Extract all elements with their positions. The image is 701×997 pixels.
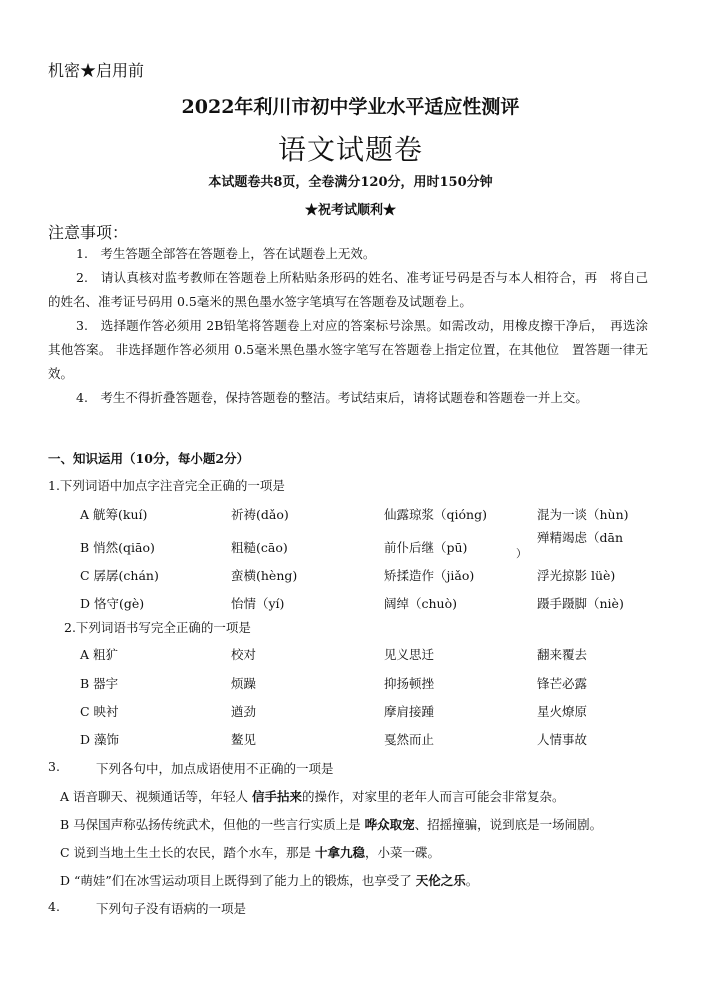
notice-heading: 注意事项：	[48, 223, 129, 242]
q2-option: C 映衬	[80, 704, 119, 719]
q2-option: 见义思迁	[384, 647, 435, 662]
q2-option: B 器宇	[80, 676, 119, 691]
q1-option: 怡情（yí)	[231, 596, 285, 611]
notice-item-3: 3. 选择题作答必须用 2B铅笔将答题卷上对应的答案标号涂黑。如需改动，用橡皮擦干净后， 再选涂其他答案。 非选择题作答必须用 0.5毫米黑色墨水签字笔写在答题卷上指定位置，在其他位 置答题一律无效。	[48, 318, 648, 381]
question-4-stem: 下列句子没有语病的一项是	[96, 901, 247, 916]
q3-option-d	[60, 871, 478, 889]
q2-option: 翻来覆去	[537, 647, 588, 662]
q3-idiom: 十拿九稳	[315, 845, 366, 860]
q3-option-text: B 马保国声称弘扬传统武术，但他的一些言行实质上是	[60, 817, 365, 832]
q1-option: 蛮横(hèng)	[231, 568, 298, 583]
q2-option: 鳌见	[231, 732, 257, 747]
q2-option: 摩肩接踵	[384, 704, 435, 719]
q1-option: 矫揉造作（jiǎo)	[384, 568, 475, 583]
q1-option: 殚精竭虑（dān	[537, 530, 624, 545]
q2-option: A 粗犷	[80, 647, 119, 662]
q1-option: 粗糙(cāo)	[231, 540, 288, 555]
exam-title: 2022年利川市初中学业水平适应性测评	[181, 96, 520, 118]
q2-option: 烦躁	[231, 676, 257, 691]
q3-option-a	[60, 787, 565, 805]
q3-option-text: ，小菜一碟。	[365, 845, 441, 860]
q1-option: 仙露琼浆（qióng)	[384, 507, 487, 522]
notice-item-4: 4. 考生不得折叠答题卷，保持答题卷的整洁。考试结束后，请将试题卷和答题卷一并上交。	[76, 390, 588, 405]
q2-option: 锋芒必露	[537, 676, 588, 691]
q1-option: 祈祷(dǎo)	[231, 507, 289, 522]
q3-option-b	[60, 815, 602, 833]
q1-option: B 悄然(qiāo)	[80, 540, 155, 555]
q2-option: 校对	[231, 647, 257, 662]
question-3-stem: 下列各句中，加点成语使用不正确的一项是	[96, 761, 334, 776]
q1-option: 浮光掠影 lüè)	[537, 568, 616, 583]
question-1-stem: 1.下列词语中加点字注音完全正确的一项是	[48, 478, 285, 493]
q3-option-text: 的操作，对家里的老年人而言可能会非常复杂。	[302, 789, 565, 804]
q1-option: 前仆后继（pū)	[384, 540, 468, 555]
q3-option-text: D “萌娃”们在冰雪运动项目上既得到了能力上的锻炼，也享受了	[60, 873, 416, 888]
q1-option: A 觥筹(kuí)	[80, 507, 148, 522]
q1-option: 蹑手蹑脚（niè)	[537, 596, 624, 611]
stray-bracket: ）	[516, 547, 527, 560]
q3-idiom: 哗众取宠	[364, 817, 415, 832]
notice-item-1: 1. 考生答题全部答在答题卷上，答在试题卷上无效。	[76, 246, 376, 261]
notice-item-2: 2. 请认真核对监考教师在答题卷上所粘贴条形码的姓名、准考证号码是否与本人相符合，再 将自己的姓名、准考证号码用 0.5毫米的黑色墨水签字笔填写在答题卷及试题卷上。	[48, 270, 648, 309]
subject-title: 语文试题卷	[277, 133, 423, 166]
q3-option-text: 。	[465, 873, 479, 888]
question-2-stem: 2.下列词语书写完全正确的一项是	[64, 620, 251, 635]
q3-option-text: 、招摇撞骗，说到底是一场闹剧。	[414, 817, 603, 832]
q3-option-text: A 语音聊天、视频通话等，年轻人	[60, 789, 252, 804]
q1-option: D 恪守(gè)	[80, 596, 145, 611]
q1-option: 阔绰（chuò)	[384, 596, 458, 611]
confidential-label: 机密★启用前	[48, 61, 145, 80]
q3-idiom: 天伦之乐	[415, 873, 466, 888]
question-4-number: 4.	[48, 899, 60, 914]
q3-option-c	[60, 843, 440, 861]
q3-idiom: 信手拈来	[251, 789, 302, 804]
q2-option: 遒劲	[231, 704, 257, 719]
q1-option: C 孱孱(chán)	[80, 568, 159, 583]
question-3-number: 3.	[48, 759, 60, 774]
q2-option: 戛然而止	[384, 732, 435, 747]
q2-option: 抑扬顿挫	[384, 676, 435, 691]
q2-option: 人情事故	[537, 732, 588, 747]
q2-option: 星火燎原	[537, 704, 588, 719]
section-heading: 一、知识运用（10分，每小题2分）	[48, 451, 250, 466]
q1-option: 混为一谈（hùn)	[537, 507, 629, 522]
q3-option-text: C 说到当地土生土长的农民，踏个水车，那是	[60, 845, 316, 860]
q2-option: D 藻饰	[80, 732, 119, 747]
good-luck-line: ★祝考试顺利★	[304, 203, 396, 218]
exam-info: 本试题卷共8页，全卷满分120分，用时150分钟	[208, 175, 493, 190]
